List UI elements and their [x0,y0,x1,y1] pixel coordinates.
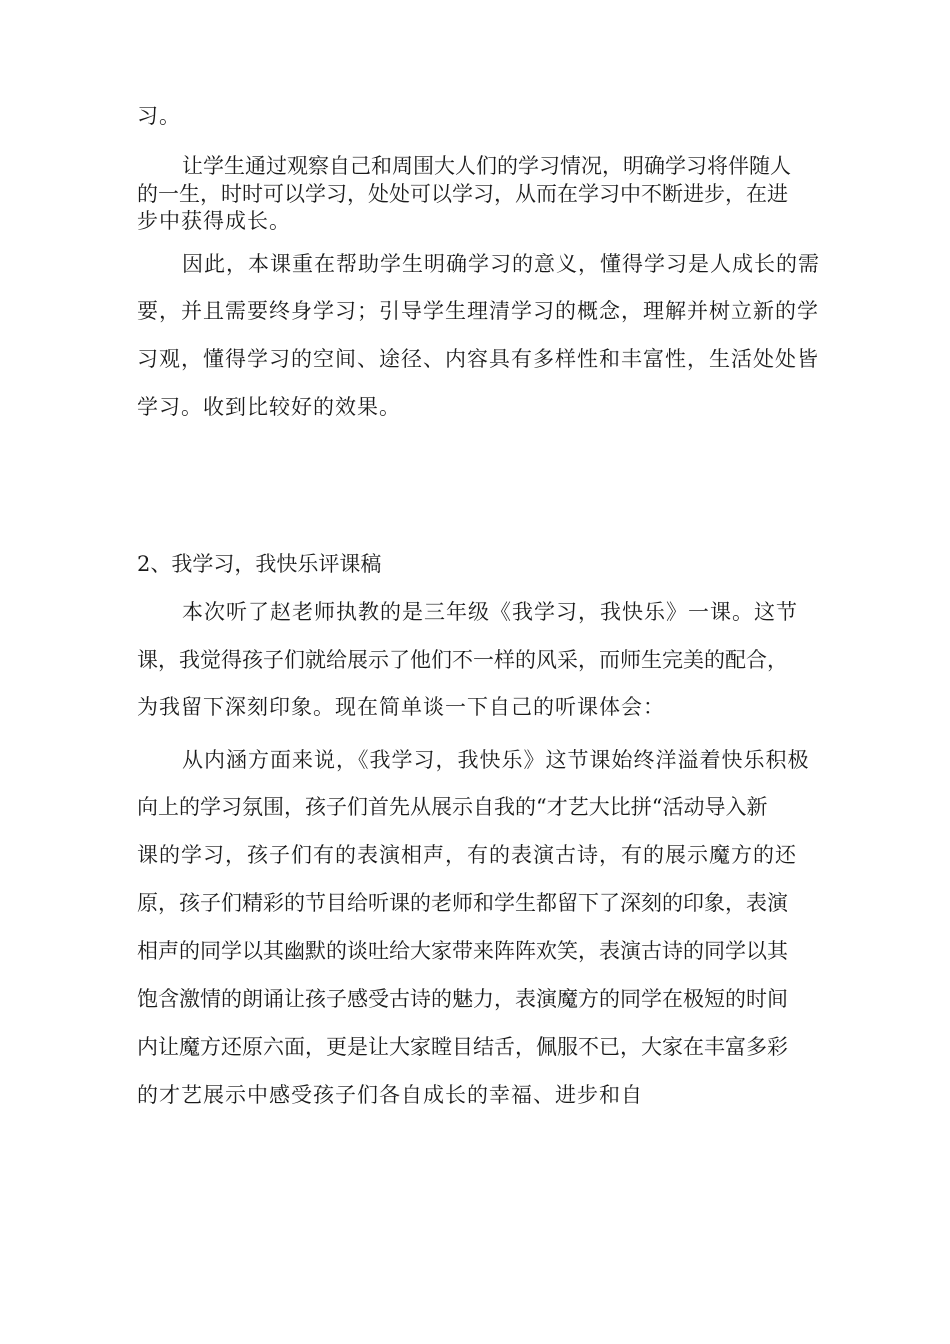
text-line: 相声的同学以其幽默的谈吐给大家带来阵阵欢笑，表演古诗的同学以其 [137,939,788,963]
text-line: 课的学习，孩子们有的表演相声，有的表演古诗，有的展示魔方的还 [137,843,797,867]
text-line: 因此，本课重在帮助学生明确学习的意义，懂得学习是人成长的需 [182,252,820,276]
text-line: 为我留下深刻印象。现在简单谈一下自己的听课体会： [137,695,665,719]
text-line: 习观，懂得学习的空间、途径、内容具有多样性和丰富性，生活处处皆 [137,347,819,371]
text-line: 让学生通过观察自己和周围大人们的学习情况，明确学习将伴随人 [182,154,791,178]
section-heading: 2、我学习，我快乐评课稿 [137,552,382,576]
text-line: 内让魔方还原六面，更是让大家瞠目结舌，佩服不已，大家在丰富多彩 [137,1035,788,1059]
text-line: 从内涵方面来说，《我学习，我快乐》这节课始终洋溢着快乐积极 [182,748,810,772]
text-line: 步中获得成长。 [137,209,291,233]
text-line: 本次听了赵老师执教的是三年级《我学习，我快乐》一课。这节 [182,600,798,624]
text-line: 习。 [137,104,181,128]
text-line: 原，孩子们精彩的节目给听课的老师和学生都留下了深刻的印象，表演 [137,891,788,915]
text-line: 饱含激情的朗诵让孩子感受古诗的魅力，表演魔方的同学在极短的时间 [137,987,788,1011]
text-line: 课，我觉得孩子们就给展示了他们不一样的风采，而师生完美的配合， [137,648,788,672]
text-line: 的才艺展示中感受孩子们各自成长的幸福、进步和自 [137,1083,643,1107]
text-line: 向上的学习氛围，孩子们首先从展示自我的“才艺大比拼“活动导入新 [137,795,768,819]
text-line: 要，并且需要终身学习；引导学生理清学习的概念，理解并树立新的学 [137,299,819,323]
text-line: 学习。收到比较好的效果。 [137,395,401,419]
text-line: 的一生，时时可以学习，处处可以学习，从而在学习中不断进步，在进 [137,182,788,206]
